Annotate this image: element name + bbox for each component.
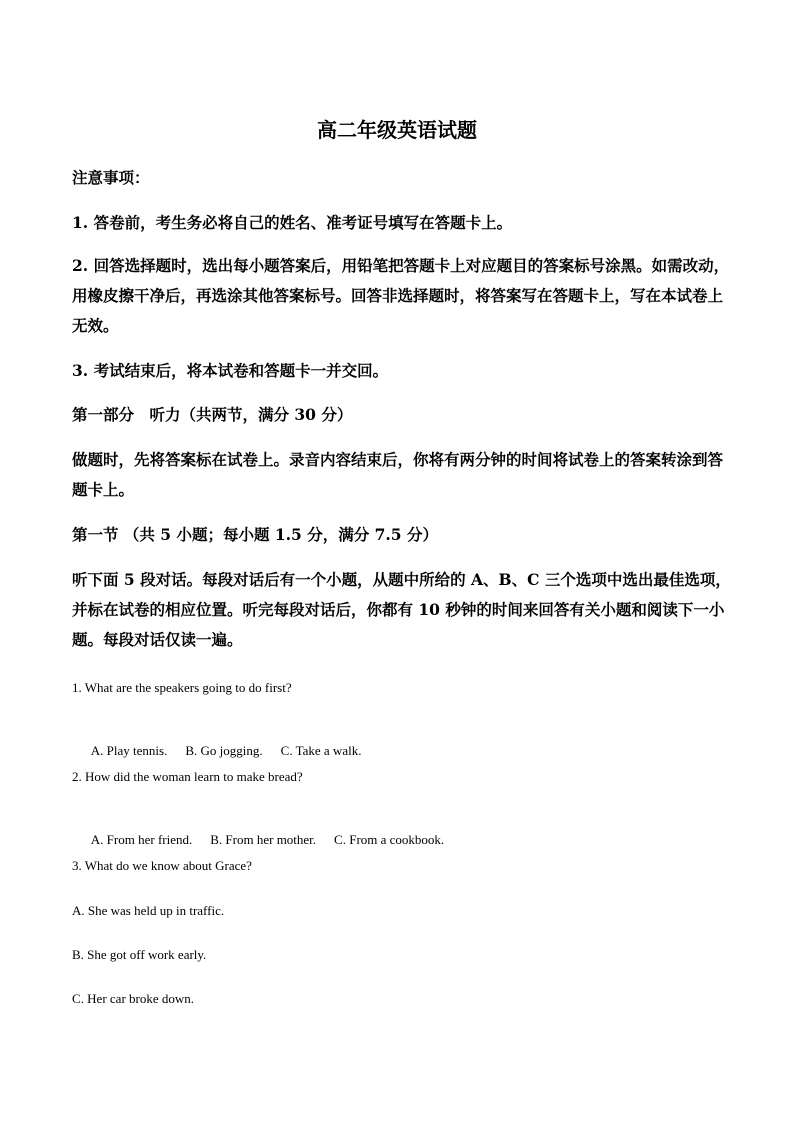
note-1-block <box>72 208 732 238</box>
part1-instructions: 做题时，先将答案标在试卷上。录音内容结束后，你将有两分钟的时间将试卷上的答案转涂到答题卡上。 <box>72 450 724 499</box>
notes-heading-block <box>72 163 732 193</box>
question-1-option-c: C. Take a walk. <box>280 743 362 758</box>
part1-heading: 第一部分 听力（共两节，满分 30 分） <box>72 405 353 424</box>
question-2-option-c: C. From a cookbook. <box>334 832 445 847</box>
question-2-option-b: B. From her mother. <box>210 832 317 847</box>
question-1-option-b: B. Go jogging. <box>185 743 263 758</box>
question-3-stem-block <box>72 857 732 875</box>
section1-instructions-block <box>72 565 732 655</box>
question-2-stem-block <box>72 768 732 786</box>
section1-heading: 第一节 （共 5 小题；每小题 1.5 分，满分 7.5 分） <box>72 525 438 544</box>
part1-heading-block <box>72 400 732 430</box>
question-3-option-c: C. Her car broke down. <box>72 991 195 1006</box>
question-3-option-b: B. She got off work early. <box>72 947 207 962</box>
question-3-option-a: A. She was held up in traffic. <box>72 903 225 918</box>
section1-heading-block <box>72 520 732 550</box>
question-3-option-a-block <box>72 902 732 920</box>
page-title: 高二年级英语试题 <box>317 118 477 142</box>
part1-instructions-block <box>72 445 732 505</box>
note-3-block <box>72 356 732 386</box>
question-2-stem: 2. How did the woman learn to make bread? <box>72 769 303 784</box>
question-1-stem: 1. What are the speakers going to do first? <box>72 680 292 695</box>
note-1: 1. 答卷前，考生务必将自己的姓名、准考证号填写在答题卡上。 <box>72 213 513 232</box>
question-1-stem-block <box>72 679 732 697</box>
question-2-option-a: A. From her friend. <box>90 832 193 847</box>
question-1-option-a: A. Play tennis. <box>90 743 168 758</box>
question-3-option-c-block <box>72 990 732 1008</box>
section1-instructions: 听下面 5 段对话。每段对话后有一个小题，从题中所给的 A、B、C 三个选项中选出最佳选项，并标在试卷的相应位置。听完每段对话后，你都有 10 秒钟的时间来回答有关小题和阅读下一小题。每段对话仅读一遍。 <box>72 570 731 649</box>
question-3-stem: 3. What do we know about Grace? <box>72 858 252 873</box>
note-3: 3. 考试结束后，将本试卷和答题卡一并交回。 <box>72 361 389 380</box>
note-2-block <box>72 251 732 341</box>
note-2: 2. 回答选择题时，选出每小题答案后，用铅笔把答题卡上对应题目的答案标号涂黑。如需改动，用橡皮擦干净后，再选涂其他答案标号。回答非选择题时，将答案写在答题卡上，写在本试卷上无效。 <box>72 256 730 335</box>
notes-heading: 注意事项： <box>72 168 150 187</box>
question-3-option-b-block <box>72 946 732 964</box>
